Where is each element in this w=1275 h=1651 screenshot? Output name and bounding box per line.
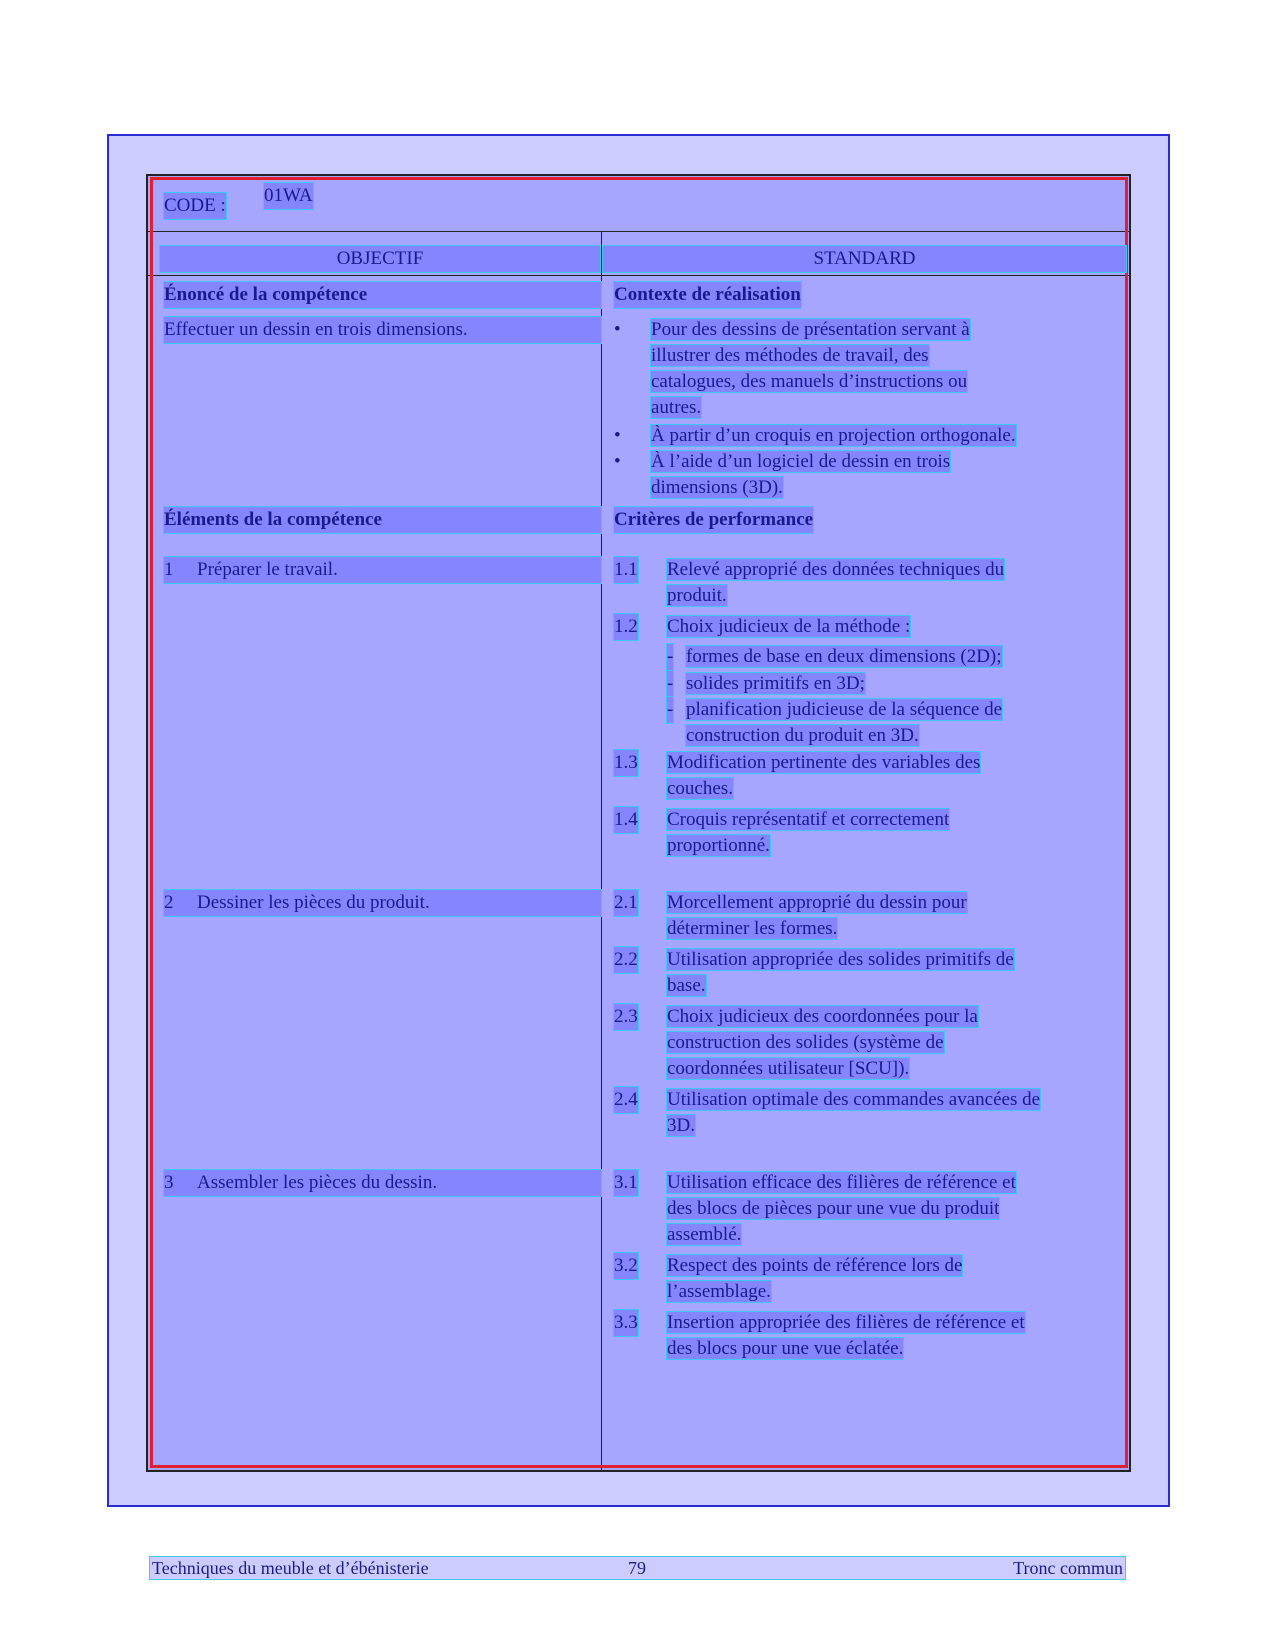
- critere-number: 1.2: [614, 614, 638, 640]
- critere-number: 1.4: [614, 807, 638, 833]
- critere-text: Morcellement approprié du dessin pour déterminer les formes.: [667, 892, 967, 939]
- page-footer: [150, 1557, 1125, 1579]
- code-value: 01WA: [264, 183, 313, 209]
- sub-item: planification judicieuse de la séquence de construction du produit en 3D.: [686, 699, 1003, 746]
- critere-number: 1.3: [614, 750, 638, 776]
- critere-number: 3.2: [614, 1253, 638, 1279]
- element-number: 3: [164, 1172, 174, 1193]
- sub-item: formes de base en deux dimensions (2D);: [686, 646, 1002, 667]
- bullet-icon: •: [614, 451, 621, 472]
- element-number: 2: [164, 892, 174, 913]
- critere-text: Croquis représentatif et correctement proportionné.: [667, 809, 950, 856]
- contexte-item: Pour des dessins de présentation servant à illustrer des méthodes de travail, des catalogues, des manuels d’instructions ou autres.: [651, 319, 970, 418]
- critere-text: Choix judicieux des coordonnées pour la construction des solides (système de coordonnées utilisateur [SCU]).: [667, 1006, 978, 1079]
- page-number: 79: [628, 1558, 646, 1578]
- critere-number: 2.2: [614, 947, 638, 973]
- elements-heading: Éléments de la compétence: [164, 507, 601, 533]
- critere-number: 2.1: [614, 890, 638, 916]
- competency-table: [146, 174, 1131, 1472]
- contexte-heading: Contexte de réalisation: [614, 282, 801, 308]
- critere-text: Insertion appropriée des filières de référence et des blocs pour une vue éclatée.: [667, 1312, 1025, 1359]
- sub-item: solides primitifs en 3D;: [686, 673, 865, 694]
- bullet-icon: •: [614, 319, 621, 340]
- contexte-item: À l’aide d’un logiciel de dessin en trois dimensions (3D).: [651, 451, 951, 498]
- element-text: Dessiner les pièces du produit.: [197, 892, 430, 913]
- critere-text: Respect des points de référence lors de l’assemblage.: [667, 1255, 963, 1302]
- element-text: Assembler les pièces du dessin.: [197, 1172, 438, 1193]
- header-objectif: OBJECTIF: [160, 246, 600, 272]
- critere-number: 2.3: [614, 1004, 638, 1030]
- critere-text: Modification pertinente des variables des couches.: [667, 752, 981, 799]
- element-row: [164, 1170, 601, 1196]
- footer-program: Techniques du meuble et d’ébénisterie: [152, 1558, 429, 1578]
- contexte-item: À partir d’un croquis en projection orthogonale.: [651, 425, 1016, 446]
- critere-text: Utilisation appropriée des solides primitifs de base.: [667, 949, 1014, 996]
- element-number: 1: [164, 559, 174, 580]
- element-row: [164, 890, 601, 916]
- enonce-heading: Énoncé de la compétence: [164, 282, 601, 308]
- bullet-icon: •: [614, 425, 621, 446]
- element-row: [164, 557, 601, 583]
- critere-number: 2.4: [614, 1087, 638, 1113]
- column-divider: [601, 231, 602, 1470]
- header-standard: STANDARD: [603, 246, 1126, 272]
- element-text: Préparer le travail.: [197, 559, 338, 580]
- sub-item-dash: -: [667, 671, 673, 697]
- critere-number: 1.1: [614, 557, 638, 583]
- critere-text: Relevé approprié des données techniques du produit.: [667, 559, 1005, 606]
- header-divider-top: [148, 231, 1129, 232]
- code-label: CODE :: [164, 193, 226, 219]
- enonce-text: Effectuer un dessin en trois dimensions.: [164, 317, 601, 343]
- critere-text: Utilisation efficace des filières de référence et des blocs de pièces pour une vue du produit assemblé.: [667, 1172, 1016, 1245]
- critere-text: Utilisation optimale des commandes avancées de 3D.: [667, 1089, 1041, 1136]
- sub-item-dash: -: [667, 644, 673, 670]
- footer-section: Tronc commun: [1013, 1558, 1123, 1578]
- critere-number: 3.3: [614, 1310, 638, 1336]
- critere-text: Choix judicieux de la méthode :: [667, 616, 911, 637]
- header-divider-bottom: [148, 275, 1129, 276]
- critere-number: 3.1: [614, 1170, 638, 1196]
- criteres-heading: Critères de performance: [614, 507, 813, 533]
- sub-item-dash: -: [667, 697, 673, 723]
